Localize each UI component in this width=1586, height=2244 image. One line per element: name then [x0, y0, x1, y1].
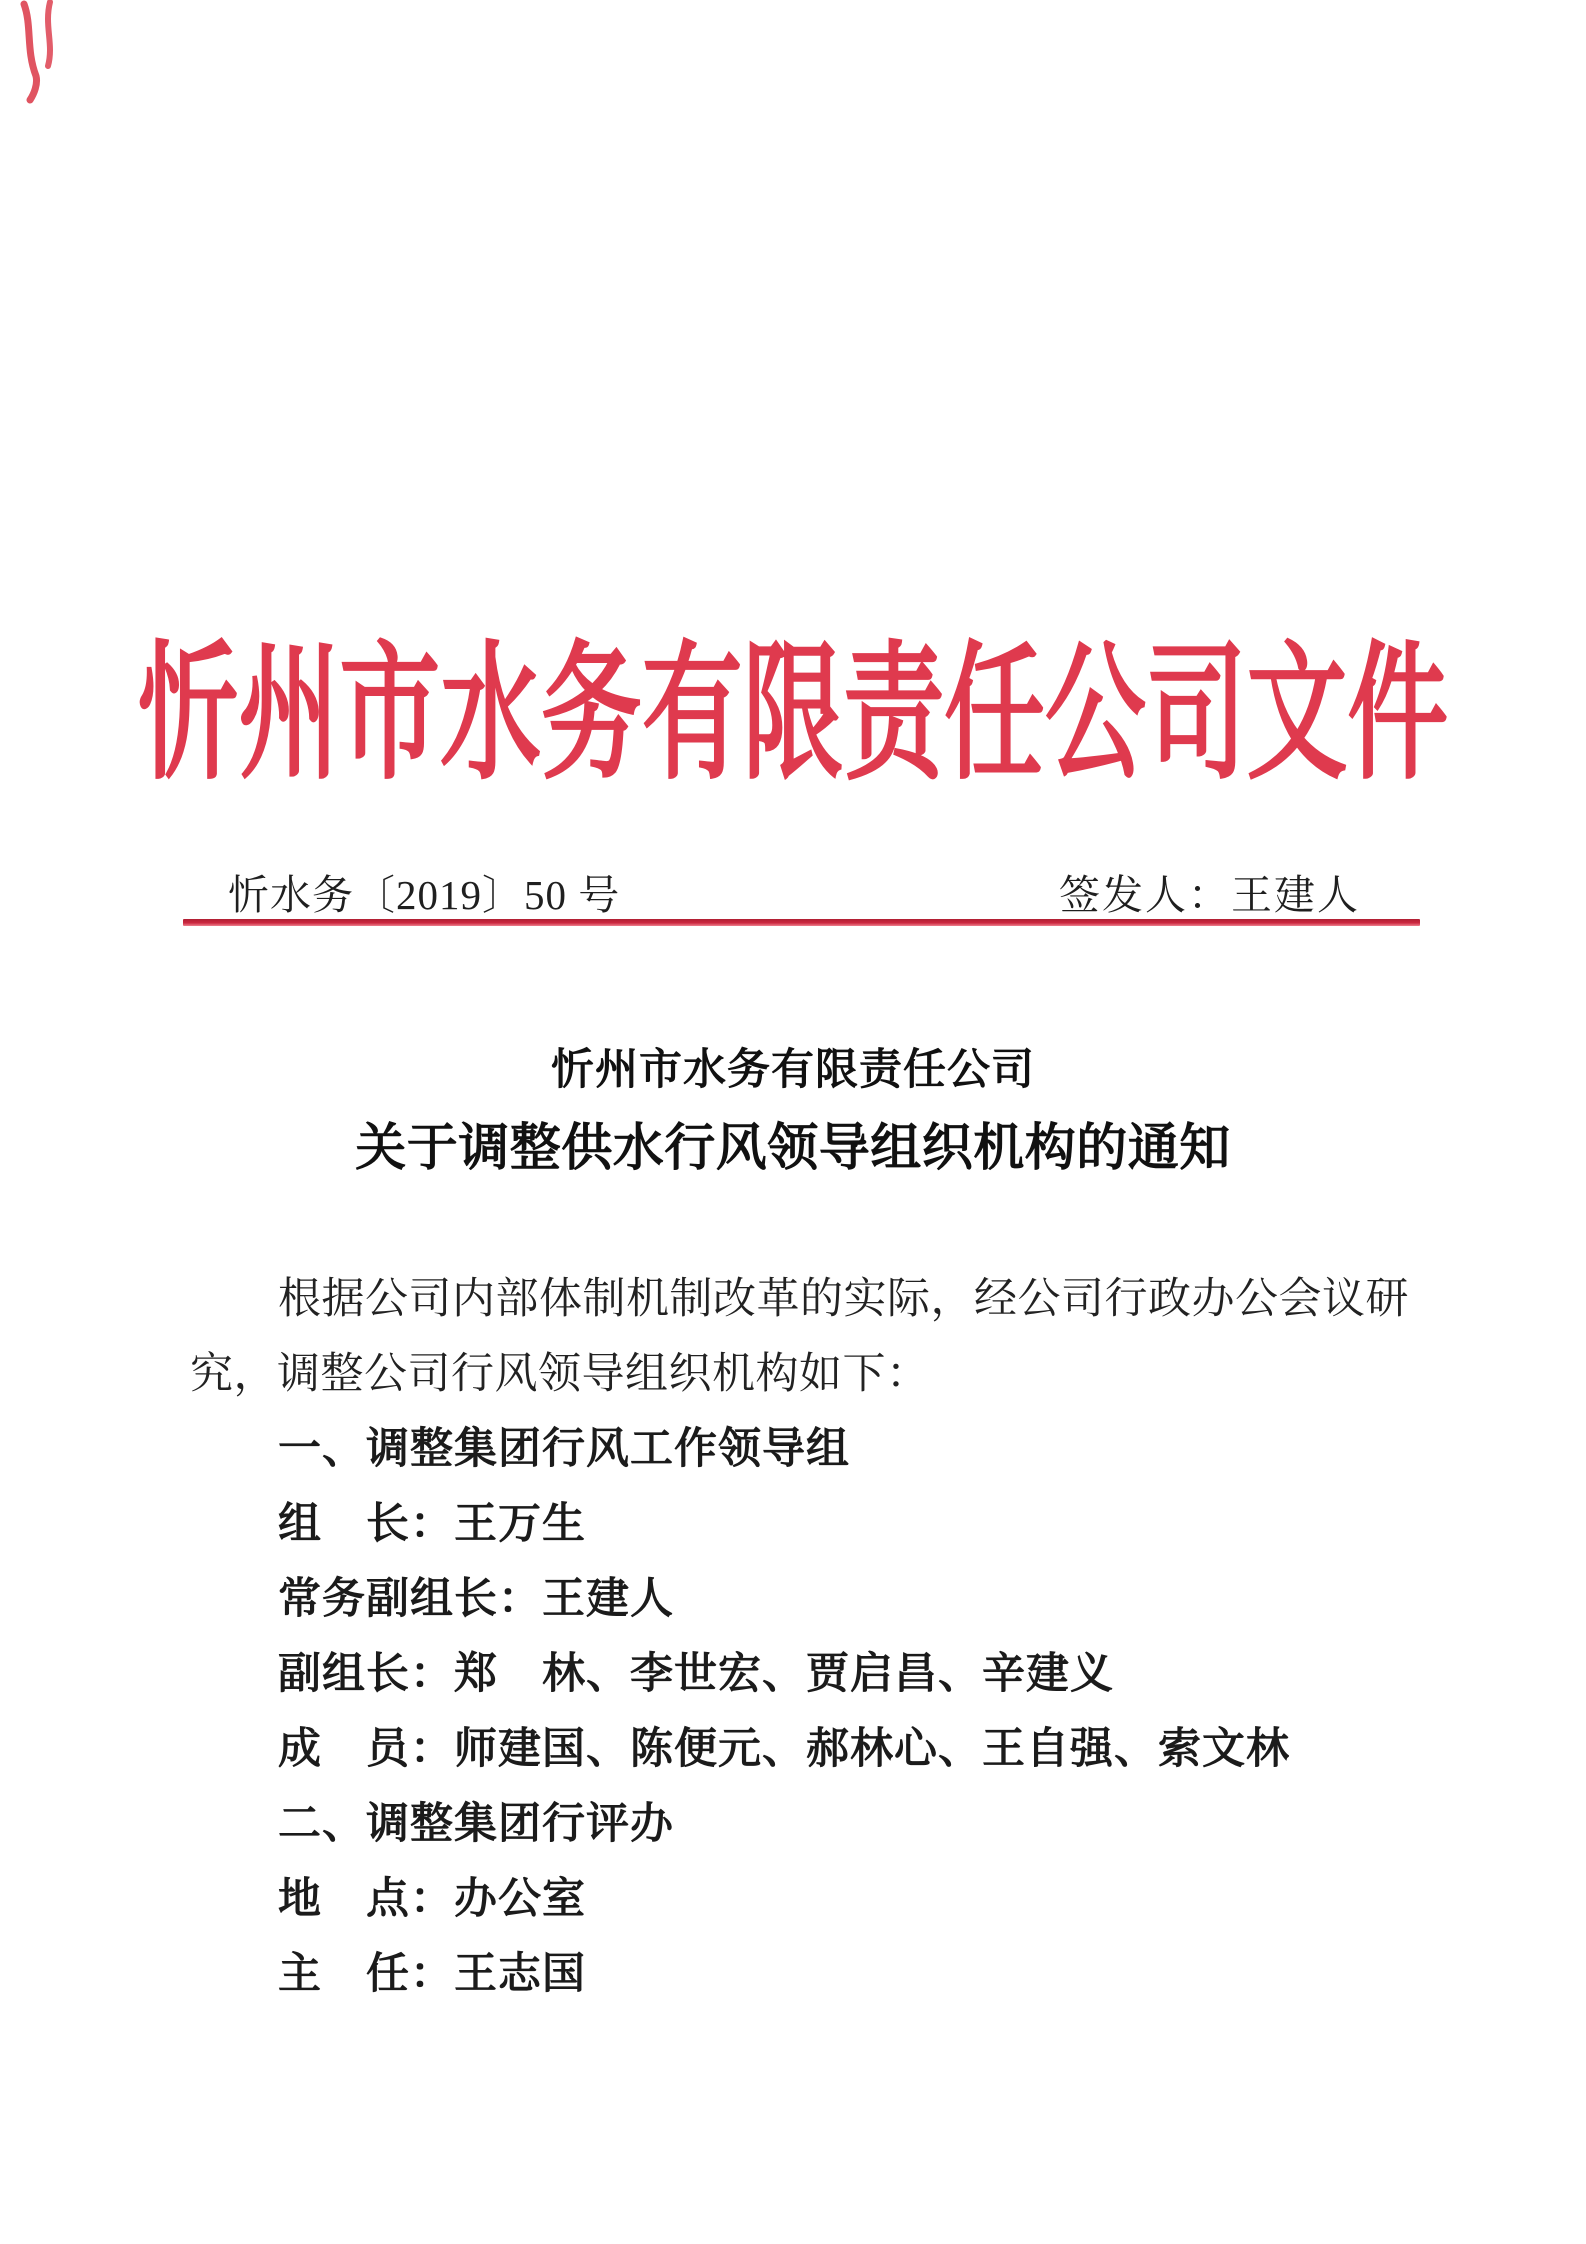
red-pen-scribble-icon	[10, 0, 80, 110]
document-body	[190, 1262, 1422, 2012]
section-2-heading: 二、调整集团行评办	[278, 1800, 674, 1848]
executive-deputy-leader-line: 常务副组长：王建人	[278, 1575, 674, 1623]
location-line: 地 点：办公室	[278, 1875, 586, 1923]
members-line: 成 员：师建国、陈便元、郝林心、王自强、索文林	[278, 1725, 1290, 1773]
document-title-line2: 关于调整供水行风领导组织机构的通知	[355, 1121, 1231, 1177]
document-number: 忻水务〔2019〕50 号	[228, 872, 621, 918]
deputy-leaders-line: 副组长：郑 林、李世宏、贾启昌、辛建义	[278, 1650, 1114, 1698]
section-1-heading: 一、调整集团行风工作领导组	[278, 1425, 850, 1473]
intro-paragraph-line-2: 究，调整公司行风领导组织机构如下：	[190, 1351, 930, 1398]
group-leader-line: 组 长：王万生	[278, 1500, 586, 1548]
document-title-line1: 忻州市水务有限责任公司	[551, 1047, 1035, 1094]
red-header-banner-title: 忻州市水务有限责任公司文件	[137, 631, 1449, 798]
director-line: 主 任：王志国	[278, 1950, 586, 1998]
red-divider-rule	[183, 919, 1420, 926]
doc-info-row	[183, 872, 1420, 918]
intro-paragraph-line-1: 根据公司内部体制机制改革的实际，经公司行政办公会议研	[278, 1276, 1409, 1323]
issuer-name: 签发人：王建人	[1059, 872, 1360, 918]
